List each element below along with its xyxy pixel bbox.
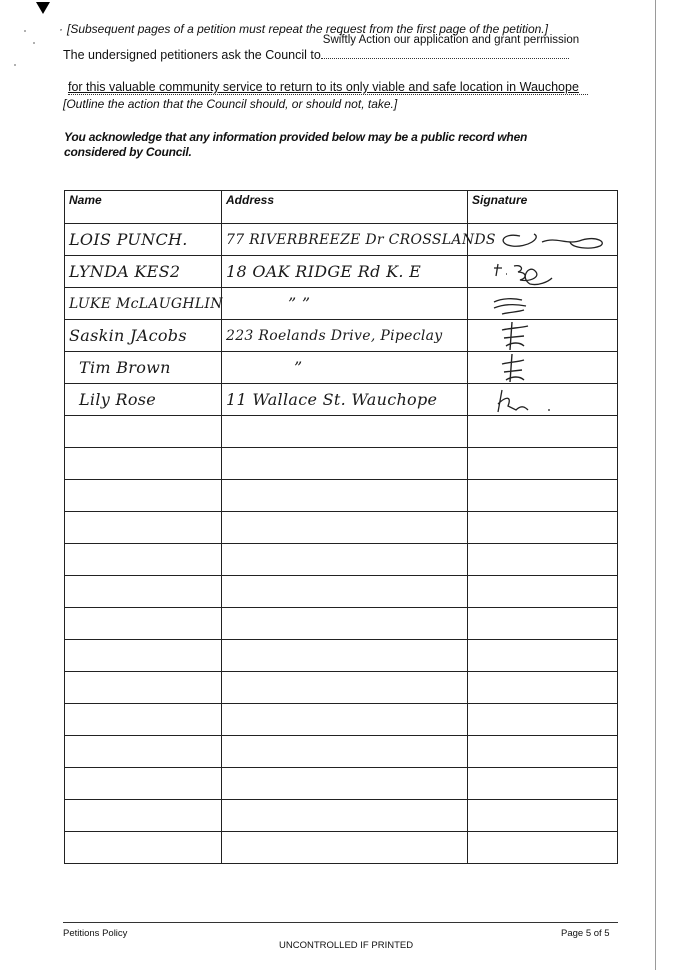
table-row bbox=[65, 640, 618, 672]
petition-signatures-table bbox=[64, 190, 618, 864]
name-cell: Lily Rose bbox=[65, 384, 222, 416]
signature-cell bbox=[468, 800, 618, 832]
table-row bbox=[65, 448, 618, 480]
footer-policy-name: Petitions Policy bbox=[63, 928, 128, 939]
address-cell bbox=[222, 576, 468, 608]
signature-cell bbox=[468, 640, 618, 672]
name-cell bbox=[65, 800, 222, 832]
table-row bbox=[65, 576, 618, 608]
table-row bbox=[65, 480, 618, 512]
signature-cell bbox=[468, 576, 618, 608]
name-cell: LUKE McLAUGHLIN bbox=[65, 288, 222, 320]
signature-cell bbox=[468, 704, 618, 736]
address-cell: 11 Wallace St. Wauchope bbox=[222, 384, 468, 416]
name-cell bbox=[65, 576, 222, 608]
address-cell bbox=[222, 672, 468, 704]
address-cell bbox=[222, 736, 468, 768]
handwritten-signature bbox=[472, 224, 612, 255]
public-record-acknowledgement: You acknowledge that any information provided below may be a public record when considered by Council. bbox=[64, 130, 528, 159]
page-edge bbox=[655, 0, 656, 970]
table-row bbox=[65, 288, 618, 320]
table-row bbox=[65, 256, 618, 288]
address-cell: 223 Roelands Drive, Pipeclay bbox=[222, 320, 468, 352]
address-cell bbox=[222, 448, 468, 480]
request-fill-field bbox=[321, 34, 580, 59]
table-row bbox=[65, 608, 618, 640]
petition-request-line bbox=[63, 34, 580, 62]
table-row bbox=[65, 224, 618, 256]
address-cell bbox=[222, 640, 468, 672]
signature-cell bbox=[468, 352, 618, 384]
signature-cell bbox=[468, 320, 618, 352]
signature-cell bbox=[468, 416, 618, 448]
handwritten-signature bbox=[472, 320, 612, 351]
signature-cell bbox=[468, 384, 618, 416]
request-continued-text: for this valuable community service to return to its only viable and safe location in Wauchope bbox=[68, 80, 579, 94]
scan-artifact bbox=[24, 30, 26, 32]
address-cell bbox=[222, 416, 468, 448]
signature-cell bbox=[468, 448, 618, 480]
handwritten-signature bbox=[472, 384, 612, 415]
table-row bbox=[65, 800, 618, 832]
name-cell: Saskin JAcobs bbox=[65, 320, 222, 352]
name-cell bbox=[65, 544, 222, 576]
name-cell: LOIS PUNCH. bbox=[65, 224, 222, 256]
signature-cell bbox=[468, 768, 618, 800]
address-cell bbox=[222, 704, 468, 736]
request-continued-line bbox=[68, 80, 588, 95]
table-header-row bbox=[65, 191, 618, 224]
name-cell: Tim Brown bbox=[65, 352, 222, 384]
column-header-signature: Signature bbox=[468, 191, 618, 224]
handwritten-signature bbox=[472, 256, 612, 287]
signature-cell bbox=[468, 736, 618, 768]
name-cell bbox=[65, 736, 222, 768]
column-header-name: Name bbox=[65, 191, 222, 224]
address-cell bbox=[222, 544, 468, 576]
address-cell bbox=[222, 832, 468, 864]
subsequent-pages-note: · [Subsequent pages of a petition must repeat the request from the first page of the petition.] bbox=[59, 22, 548, 36]
table-row bbox=[65, 704, 618, 736]
signature-cell bbox=[468, 672, 618, 704]
address-cell: 18 OAK RIDGE Rd K. E bbox=[222, 256, 468, 288]
scan-artifact bbox=[14, 64, 16, 66]
footer-page-number: Page 5 of 5 bbox=[561, 928, 610, 939]
table-row bbox=[65, 320, 618, 352]
name-cell bbox=[65, 768, 222, 800]
address-cell: 77 RIVERBREEZE Dr CROSSLANDS bbox=[222, 224, 468, 256]
outline-action-note: [Outline the action that the Council should, or should not, take.] bbox=[63, 97, 398, 111]
address-cell bbox=[222, 608, 468, 640]
address-cell: ” bbox=[222, 352, 468, 384]
signature-cell bbox=[468, 224, 618, 256]
address-cell: ” ” bbox=[222, 288, 468, 320]
binder-clip-mark bbox=[36, 2, 50, 14]
name-cell bbox=[65, 704, 222, 736]
address-cell bbox=[222, 480, 468, 512]
column-header-address: Address bbox=[222, 191, 468, 224]
table-row bbox=[65, 512, 618, 544]
table-row bbox=[65, 768, 618, 800]
footer-divider bbox=[63, 922, 618, 923]
name-cell bbox=[65, 672, 222, 704]
name-cell bbox=[65, 608, 222, 640]
table-row bbox=[65, 544, 618, 576]
signature-cell bbox=[468, 832, 618, 864]
handwritten-signature bbox=[472, 352, 612, 383]
signature-cell bbox=[468, 288, 618, 320]
scan-artifact bbox=[33, 42, 35, 44]
address-cell bbox=[222, 768, 468, 800]
table-row bbox=[65, 384, 618, 416]
table-row bbox=[65, 416, 618, 448]
table-row bbox=[65, 832, 618, 864]
signature-cell bbox=[468, 544, 618, 576]
name-cell bbox=[65, 512, 222, 544]
name-cell bbox=[65, 832, 222, 864]
handwritten-signature bbox=[472, 288, 612, 319]
name-cell bbox=[65, 416, 222, 448]
signature-cell bbox=[468, 608, 618, 640]
name-cell bbox=[65, 640, 222, 672]
signature-cell bbox=[468, 256, 618, 288]
signature-cell bbox=[468, 480, 618, 512]
address-cell bbox=[222, 800, 468, 832]
request-fill-text: Swiftly Action our application and grant permission bbox=[322, 34, 580, 46]
address-cell bbox=[222, 512, 468, 544]
request-prefix: The undersigned petitioners ask the Council to bbox=[63, 48, 321, 62]
footer-uncontrolled-notice: UNCONTROLLED IF PRINTED bbox=[279, 940, 414, 951]
table-row bbox=[65, 736, 618, 768]
name-cell bbox=[65, 448, 222, 480]
signature-cell bbox=[468, 512, 618, 544]
name-cell: LYNDA KES2 bbox=[65, 256, 222, 288]
table-row bbox=[65, 352, 618, 384]
name-cell bbox=[65, 480, 222, 512]
table-row bbox=[65, 672, 618, 704]
